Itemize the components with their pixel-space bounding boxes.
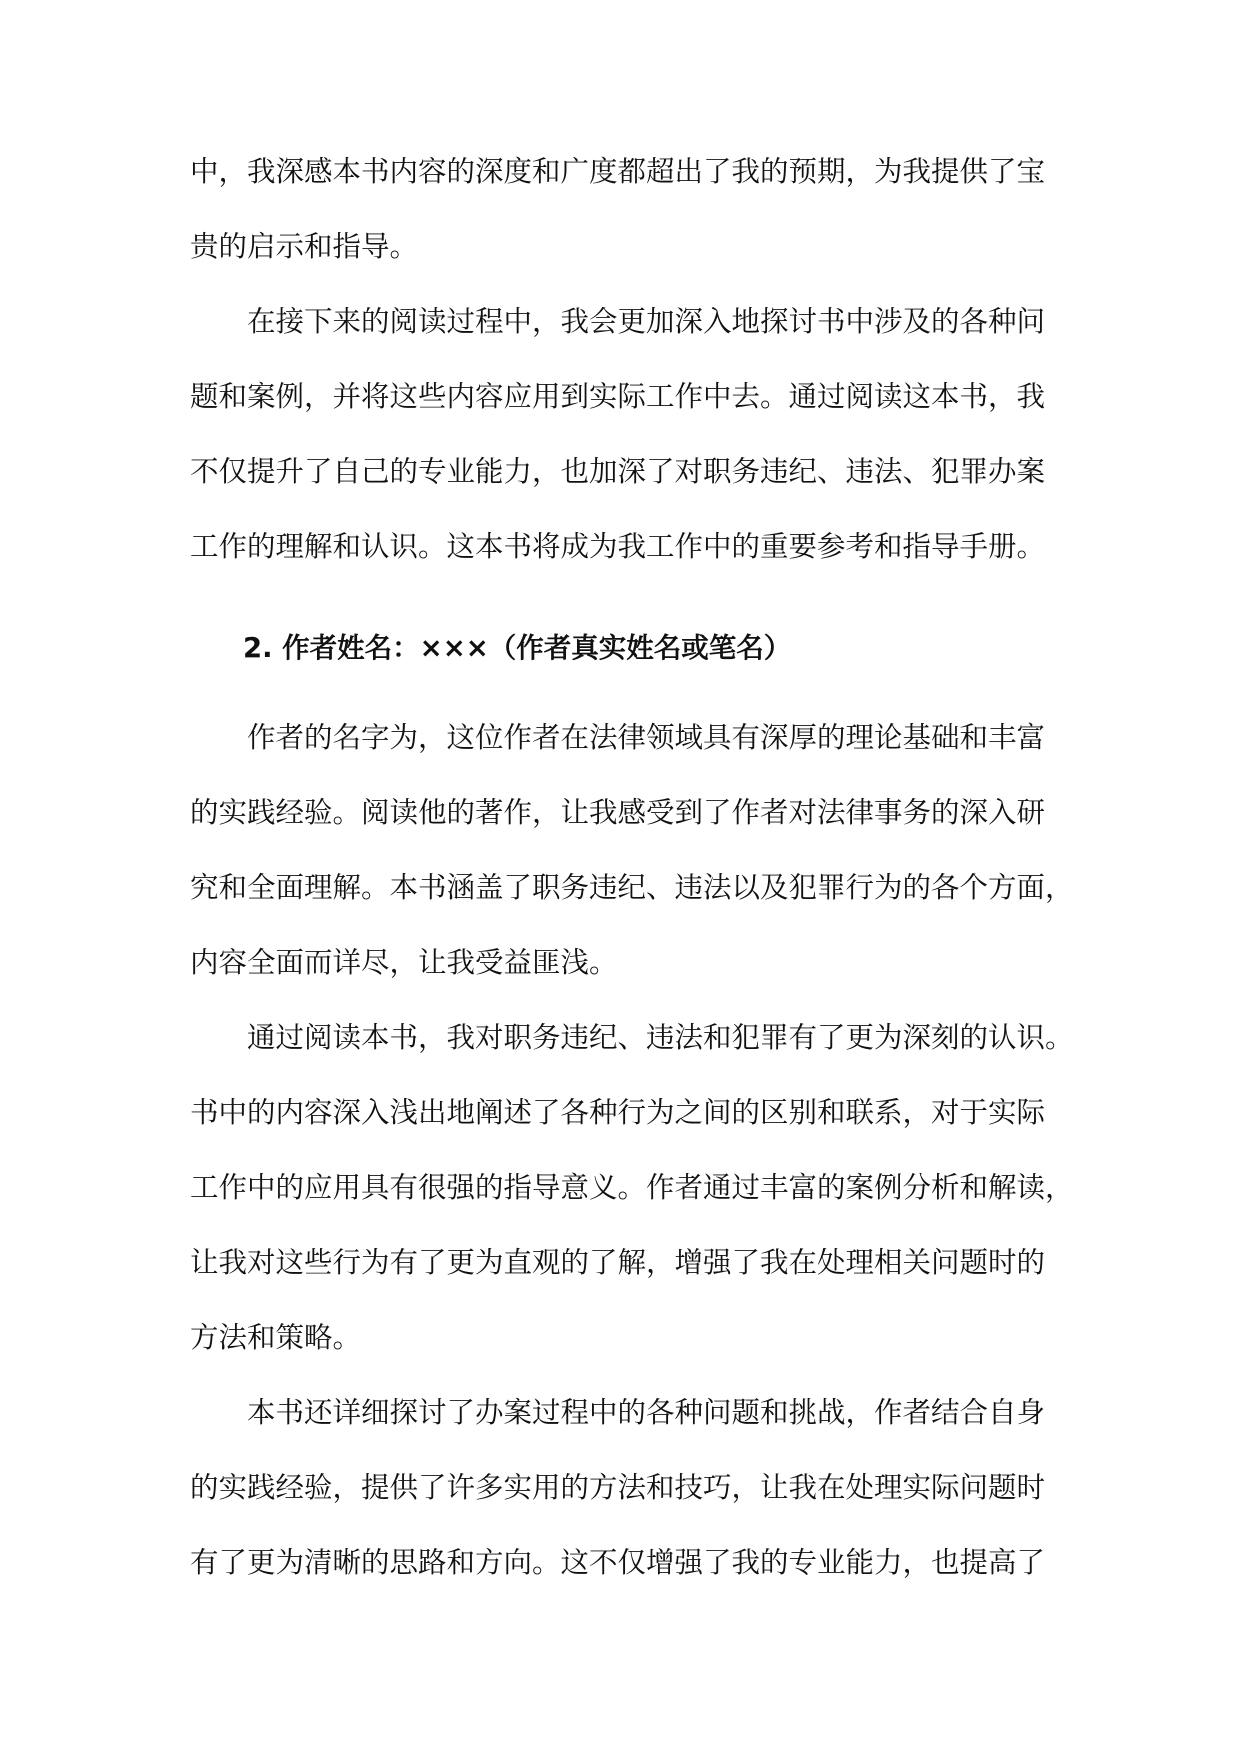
text-line: 究和全面理解。本书涵盖了职务违纪、违法以及犯罪行为的各个方面， (190, 871, 1074, 904)
text-line: 题和案例，并将这些内容应用到实际工作中去。通过阅读这本书，我 (190, 380, 1046, 413)
text-line: 在接下来的阅读过程中，我会更加深入地探讨书中涉及的各种问 (247, 305, 1046, 338)
text-line: 作者的名字为，这位作者在法律领域具有深厚的理论基础和丰富 (247, 721, 1046, 754)
text-line: 贵的启示和指导。 (190, 230, 419, 263)
text-line: 工作中的应用具有很强的指导意义。作者通过丰富的案例分析和解读， (190, 1171, 1074, 1204)
text-line: 通过阅读本书，我对职务违纪、违法和犯罪有了更为深刻的认识。 (247, 1021, 1074, 1054)
text-line: 的实践经验。阅读他的著作，让我感受到了作者对法律事务的深入研 (190, 796, 1046, 829)
text-line: 工作的理解和认识。这本书将成为我工作中的重要参考和指导手册。 (190, 530, 1046, 563)
text-line: 方法和策略。 (190, 1321, 362, 1354)
text-line: 本书还详细探讨了办案过程中的各种问题和挑战，作者结合自身 (247, 1396, 1046, 1429)
text-line: 书中的内容深入浅出地阐述了各种行为之间的区别和联系，对于实际 (190, 1096, 1046, 1129)
section-heading: 2. 作者姓名：×××（作者真实姓名或笔名） (243, 632, 792, 664)
text-line: 让我对这些行为有了更为直观的了解，增强了我在处理相关问题时的 (190, 1246, 1046, 1279)
text-line: 内容全面而详尽，让我受益匪浅。 (190, 946, 618, 979)
text-line: 的实践经验，提供了许多实用的方法和技巧，让我在处理实际问题时 (190, 1471, 1046, 1504)
text-line: 中，我深感本书内容的深度和广度都超出了我的预期，为我提供了宝 (190, 155, 1046, 188)
text-line: 不仅提升了自己的专业能力，也加深了对职务违纪、违法、犯罪办案 (190, 455, 1046, 488)
text-line: 有了更为清晰的思路和方向。这不仅增强了我的专业能力，也提高了 (190, 1546, 1046, 1579)
